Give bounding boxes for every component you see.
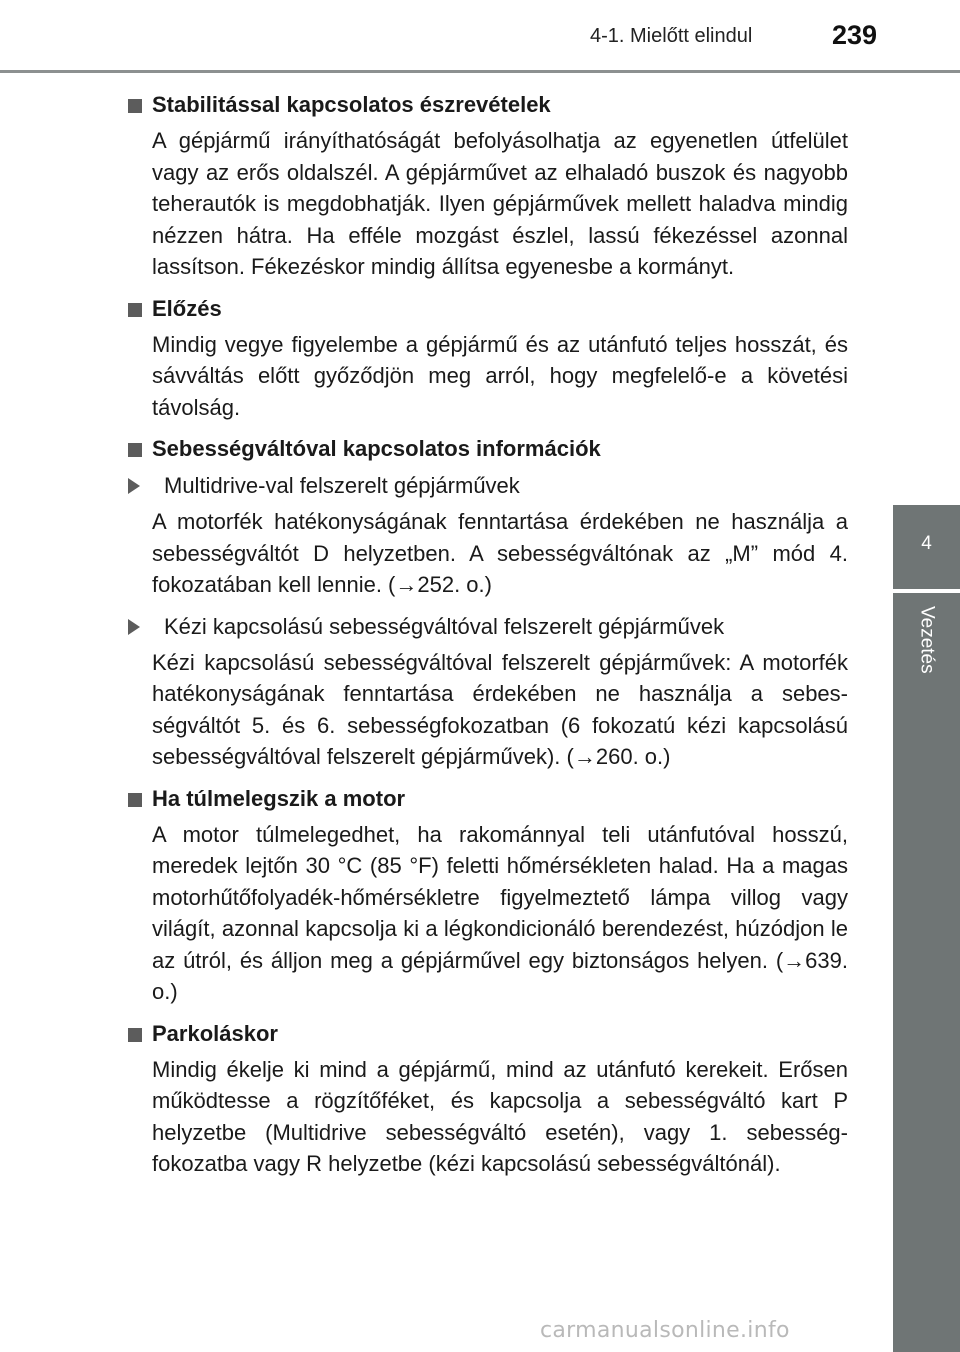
section-paragraph: A gépjármű irányíthatóságát befolyásolhatja az egyenetlen útfelület vagy az erős oldalszél. A gépjárművet az elhaladó buszok és nagyobb teherautók is megdobhatják. Ilyen gépjárművek mellett haladva mindig nézzen hátra. Ha efféle mozgást észlel, lassú fékezéssel azonnal lassítson. Fékezéskor mindig állítsa egyenesbe a kormányt. — [152, 128, 848, 279]
section-parking — [128, 1017, 848, 1180]
square-bullet-icon — [128, 443, 142, 457]
square-bullet-icon — [128, 303, 142, 317]
chapter-label: Vezetés — [916, 606, 938, 674]
subsection-heading-manual — [128, 610, 848, 643]
section-heading — [128, 88, 848, 121]
triangle-bullet-icon — [128, 619, 152, 635]
watermark: carmanualsonline.info — [540, 1318, 790, 1343]
page-content — [128, 88, 848, 1189]
section-title: Sebességváltóval kapcsolatos információk — [152, 436, 601, 461]
header-divider — [0, 70, 960, 73]
subsection-title: Kézi kapcsolású sebességváltóval felszerelt gépjárművek — [164, 613, 725, 639]
square-bullet-icon — [128, 99, 142, 113]
chapter-side-bar — [893, 593, 960, 1352]
section-title: Ha túlmelegszik a motor — [152, 785, 406, 811]
section-title: Előzés — [152, 295, 222, 321]
section-stability — [128, 88, 848, 283]
subsection-heading-multidrive — [128, 469, 848, 502]
subsection-paragraph: A motorfék hatékonyságának fenntartása érdekében ne használja a sebességváltót D helyzetben. A sebességváltónak az „M” mód 4. fokozatában kell lennie. (→252. o.) — [152, 509, 848, 597]
section-title: Stabilitással kapcsolatos észrevételek — [152, 92, 551, 117]
section-heading — [128, 292, 848, 325]
section-overheat — [128, 782, 848, 1008]
subsection-paragraph: Kézi kapcsolású sebességváltóval felszerelt gépjárművek: A motorfék hatékonyságának fenntartása érdekében ne használja a sebességváltót 5. és 6. sebességfokozatban (6 fokozatú kézi kapcsolású sebességváltóval felszerelt gépjárművek). (→260. o.) — [152, 649, 848, 769]
chapter-section-title: 4-1. Mielőtt elindul — [590, 25, 753, 47]
square-bullet-icon — [128, 1028, 142, 1042]
triangle-bullet-icon — [128, 478, 152, 494]
section-paragraph: A motor túlmelegedhet, ha rakománnyal teli utánfutóval hosszú, meredek lejtőn 30 °C (85 °F) feletti hőmérsékleten halad. Ha a magas motorhűtőfolyadék-hőmérsékletre figyelmeztető lámpa villog vagy világít, azonnal kapcsolja ki a légkondicionáló berendezést, húzódjon le az útról, és álljon meg a gépjárművel egy biztonságos helyen. (→639. o.) — [152, 821, 848, 1004]
section-title: Parkoláskor — [152, 1020, 278, 1046]
page-number: 239 — [832, 20, 878, 50]
subsection-title: Multidrive-val felszerelt gépjárművek — [164, 473, 520, 498]
section-paragraph: Mindig ékelje ki mind a gépjármű, mind az utánfutó kerekeit. Erősen működtesse a rögzítőféket, és kapcsolja a sebességváltó kart P helyzetbe (Multidrive sebességváltó esetén), vagy 1. sebességfokozatba vagy R helyzetbe (kézi kapcsolású sebességváltónál). — [152, 1056, 848, 1176]
section-overtaking — [128, 292, 848, 424]
section-heading — [128, 1017, 848, 1050]
chapter-tab — [893, 505, 960, 589]
section-paragraph: Mindig vegye figyelembe a gépjármű és az utánfutó teljes hosszát, és sávváltás előtt győződjön meg arról, hogy megfelelő-e a követési távolság. — [152, 331, 848, 420]
chapter-number: 4 — [921, 533, 932, 554]
square-bullet-icon — [128, 793, 142, 807]
section-heading — [128, 432, 848, 465]
section-heading — [128, 782, 848, 815]
section-gearshift — [128, 432, 848, 773]
